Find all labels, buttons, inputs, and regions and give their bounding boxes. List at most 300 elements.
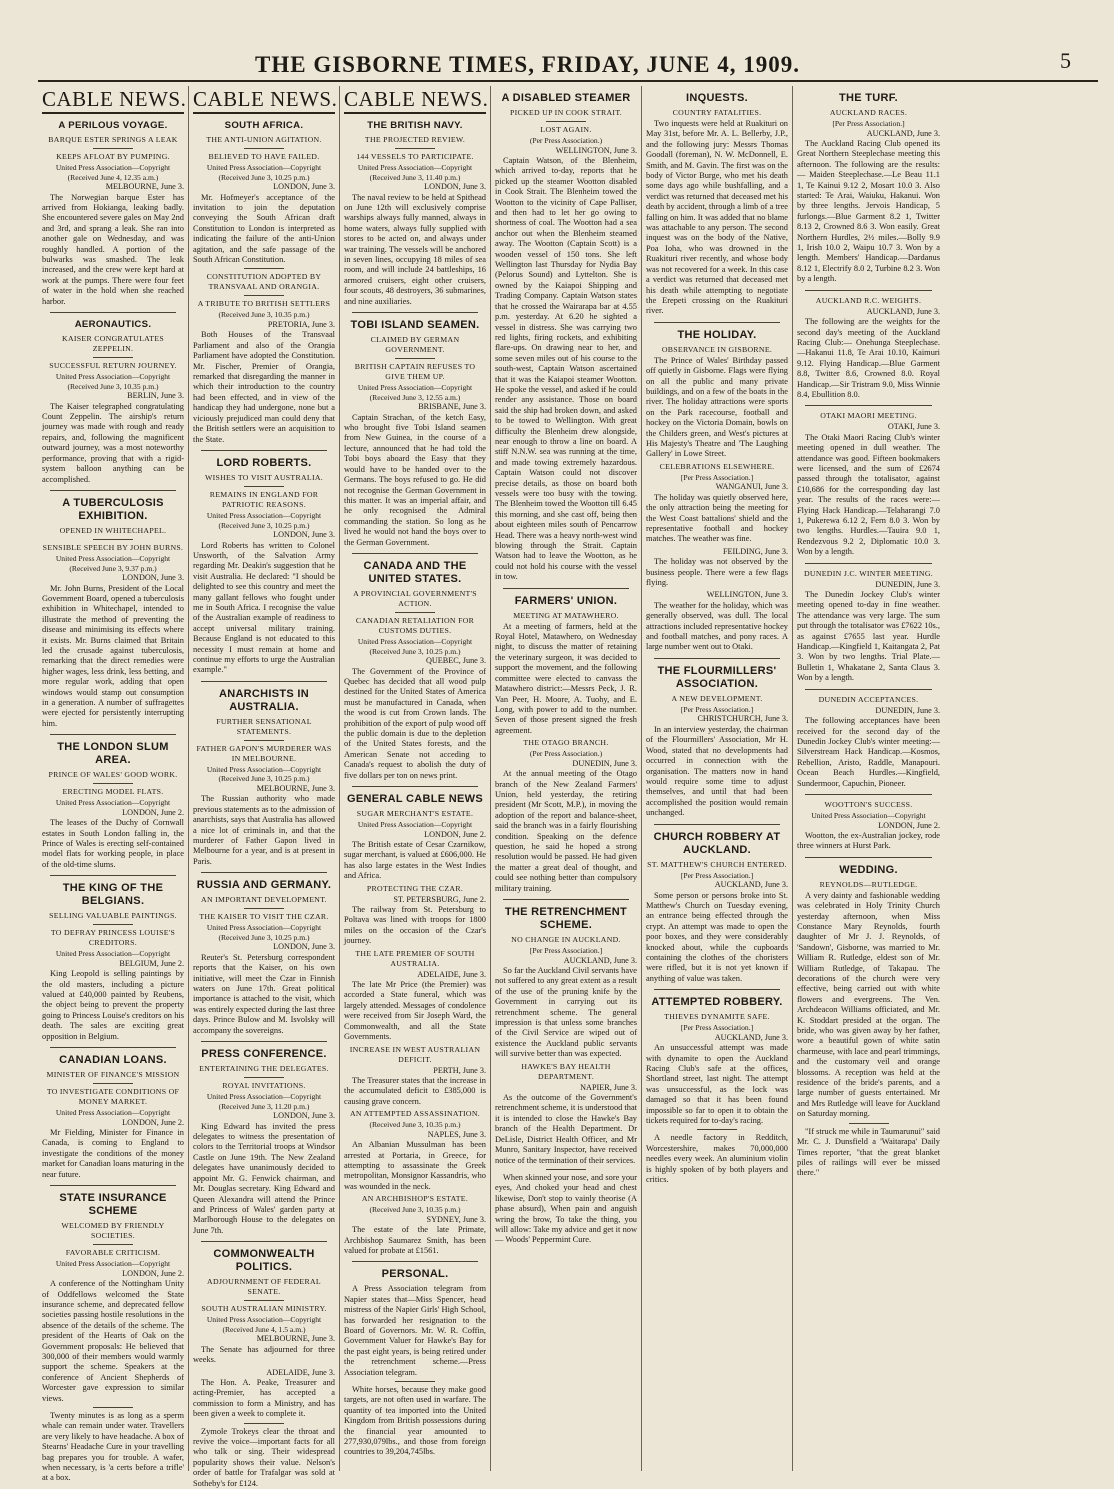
article-body: Both Houses of the Transvaal Parliament and also of the Orangia Parliament have adopted the Constitution. Mr. Fischer, Premier of Orangia, remarked that disregarding the manner in which their introduction to the country had been effected, and in view of the handicap they had undergone, none but a viciously prejudiced man could deny that the British settlers were an acquisition to the State. [193, 330, 335, 444]
headline: WEDDING. [839, 863, 898, 876]
divider [201, 872, 327, 873]
subheading: MEETING AT MATAWHERO. [513, 610, 619, 620]
subheading: REYNOLDS—RUTLEDGE. [819, 879, 918, 889]
subheading: ENTERTAINING THE DELEGATES. [199, 1064, 329, 1074]
article-retrenchment [495, 906, 637, 1246]
divider [546, 1169, 586, 1170]
credit-line: [Per Press Association.] [680, 870, 754, 880]
article-commonwealth-politics [193, 1248, 335, 1489]
article-body: The British estate of Cesar Czarnikow, sugar merchant, is valued at £606,000. He has also large estates in the West Indies and Africa. [344, 840, 486, 881]
divider [201, 681, 327, 682]
dateline: LONDON, June 3. [424, 182, 486, 192]
subheading: KEEPS AFLOAT BY PUMPING. [56, 152, 170, 161]
article-body: The Kaiser telegraphed congratulating Count Zeppelin. The airship's return journey was made with rough and ready repairs, and, following the magnificent outward journey, was a most noteworthy performance, proving that with a rigid-system balloon anything can be accomplished. [42, 401, 184, 484]
divider [50, 1185, 176, 1186]
subheading: A NEW DEVELOPMENT. [671, 693, 763, 703]
article-personal [344, 1268, 486, 1458]
divider [395, 148, 435, 149]
received-line: (Received June 4, 12.35 a.m.) [67, 172, 159, 182]
article-inquests [646, 92, 788, 317]
filler-paragraph: A needle factory in Redditch, Worcestershire, makes 70,000,000 needles every week. An aluminium violin is highly spoken of by both players and critics. [646, 1133, 788, 1185]
masthead-rule [38, 80, 1098, 82]
article-body: The leases of the Duchy of Cornwall estates in South London falling in, the Prince of Wales is erecting self-contained model flats for working people, in place of the old-time slums. [42, 818, 184, 869]
article-body: Mr. John Burns, President of the Local Government Board, opened a tuberculosis exhibition in Whitechapel, intended to illustrate the method of preventing the disease and minimising its effects where it exists. Mr. Burns claimed that Britain led the crusade against tuberculosis, remarking that the direct remedies were higher wages, less drink, less betting, and more regular work, adding that open windows would stamp out consumption in a generation. A number of suffragettes were ejected for persistently interrupting him. [42, 583, 184, 728]
dateline: BERLIN, June 3. [127, 391, 184, 401]
subheading: THIEVES DYNAMITE SAFE. [664, 1012, 770, 1022]
divider [805, 794, 932, 795]
headline: RUSSIA AND GERMANY. [196, 879, 332, 892]
page-columns [38, 86, 1098, 1488]
article-body: The Government of the Province of Quebec has decided that all wood pulp destined for the United States of America must be manufactured in Canada, when the wood is cut from Crown lands. The prohibition of the export of pulp wood off the public domain is due to the depletion of the United States forests, and the American Senate not acceding to Canada's request to abolish the duty of five dollars per ton on news print. [344, 666, 486, 780]
article-body: The Senate has adjourned for three weeks. [193, 1344, 335, 1365]
article-body: A very dainty and fashionable wedding was celebrated in Holy Trinity Church yesterday afternoon, when Miss Constance Mary Reynolds, fourth daughter of Mr J. J. Reynolds, of 'Sandown', Gisborne, was married to Mr. William R. Rutledge, eldest son of Mr. William Rutledge, of Takapau. The decorations of the church were very effective, being carried out with white flowers and evergreens. The Ven. Archdeacon Williams officiated, and Mr. K. Stoddart presided at the organ. The bride, who was given away by her father, wore a beautiful gown of white satin charmeuse, with lace and pearl trimmings, and the customary veil and orange blossoms. A reception was held at the residence of the bride's parents, and a large number of guests entertained. Mr and Mrs Rutledge will leave for Auckland on Saturday morning. [797, 890, 940, 1119]
article-body: At the annual meeting of the Otago branch of the New Zealand Farmers' Union, held yesterday, the retiring president (Mr Scott, M.P.), in moving the adoption of the report and balance-sheet, said the branch was in a fairly flourishing condition. Speaking on the defence question, he said he hoped a strong resolution would be passed. He had given the matter a great deal of thought, and could see nothing better than compulsory military training. [495, 769, 637, 893]
divider [352, 312, 478, 313]
divider [50, 312, 176, 313]
article-king-belgians [42, 882, 184, 1042]
article-body: In an interview yesterday, the chairman of the Flourmillers' Association, Mr H. Wood, stated that no developments had occurred in connection with the organisation. The matters now in hand would require some time to adjust themselves, and until that had been accomplished the position would remain unchanged. [646, 724, 788, 818]
credit-line: United Press Association—Copyright [55, 1259, 171, 1269]
credit-line: United Press Association—Copyright [206, 764, 322, 774]
dateline: NAPLES, June 3. [427, 1129, 486, 1139]
dateline: AUCKLAND, June 3. [866, 128, 940, 138]
credit-line: United Press Association—Copyright [55, 553, 171, 563]
article-body: The holiday was not observed by the business people. There were a few flags flying. [646, 557, 788, 588]
article-anarchists [193, 688, 335, 867]
article-body: The Auckland Racing Club opened its Great Northern Steeplechase meeting this afternoon. The following are the results:— Maiden Steeplechase.—Le Beau 11.1 1, Te Kainui 9.12 2, Mosart 10.0 3. Also started: Te Arai, Waiuku, Hakanui. Won by three lengths. Jervois Handicap, 5 furlongs.—Blue Garment 8.2 1, Twitter 8.13 2, Crowned 8.6 3. Won easily. Great Northern Hurdles, 2½ miles.—Bolly 9.9 1, Irish 10.0 2, Waipu 10.7 3. Won by a length. Members' Handicap.—Dardanus 8.12 1, Electrify 8.0 2, Turbine 8.2 3. Won by a length. [797, 139, 940, 284]
credit-line: [Per Press Association.] [680, 472, 754, 482]
column-2 [189, 86, 340, 1488]
subheading: AN ARCHBISHOP'S ESTATE. [361, 1194, 469, 1204]
article-south-africa [193, 120, 335, 265]
divider [50, 490, 176, 491]
headline: THE KING OF THE BELGIANS. [62, 882, 164, 908]
subheading: BRITISH CAPTAIN REFUSES TO GIVE THEM UP. [354, 362, 476, 382]
article-body: Mr. Hofmeyer's acceptance of the invitation to join the deputation conveying the South African draft Constitution to London is interpreted as indicating the failure of the anti-Union agitation, and the safe passage of the South African Constitution. [193, 192, 335, 265]
column-1 [38, 86, 189, 1483]
article-body: As the outcome of the Government's retrenchment scheme, it is understood that it is intended to close the Hawke's Bay branch of the Health Department. Dr DeLisle, District Health Officer, and Mr Munro, Sanitary Inspector, have received notice of the termination of their services. [495, 1093, 637, 1165]
received-line: (Received June 3, 10.25 p.m.) [218, 774, 310, 784]
dateline: PRETORIA, June 3. [267, 320, 335, 330]
headline: THE TURF. [839, 92, 898, 104]
subheading: AUCKLAND RACES. [829, 108, 908, 117]
divider [244, 486, 284, 487]
article-auckland-weights [797, 296, 940, 401]
article-body: The Prince of Wales' Birthday passed off quietly in Gisborne. Flags were flying on all the public and many private buildings, and on a few of the boats in the river. The holiday attractions were sports on the Park racecourse, football and hockey on the Victoria Domain, bowls on the Childers green, and West's pictures at His Majesty's Theatre and 'The Laughing Gallery' in Lowe Street. [646, 355, 788, 459]
headline: PERSONAL. [381, 1268, 449, 1281]
article-farmers-union [495, 595, 637, 894]
subheading: ST. MATTHEW'S CHURCH ENTERED. [647, 859, 787, 869]
divider [93, 539, 133, 540]
divider [352, 553, 478, 554]
divider [93, 357, 133, 358]
dateline: AUCKLAND, June 3. [714, 1032, 788, 1042]
divider [697, 1129, 737, 1130]
subheading: THE ANTI-UNION AGITATION. [206, 135, 322, 144]
article-body: The naval review to be held at Spithead on June 12th will exclusively comprise warships always fully manned, always in home waters, always fully supplied with stores to be acted on, and always under war training. The vessels will be anchored in seven lines, occupying 18 miles of sea room, and will include 24 battleships, 16 armored cruisers, eight other cruisers, four scouts, 48 destroyers, 36 submarines, and nine auxiliaries. [344, 192, 486, 306]
headline: THE LONDON SLUM AREA. [57, 741, 169, 767]
divider [654, 322, 780, 323]
dateline: WANGANUI, June 3. [715, 482, 788, 492]
dateline: SYDNEY, June 3. [426, 1214, 486, 1224]
divider [201, 1041, 327, 1042]
subheading: CONSTITUTION ADOPTED BY TRANSVAAL AND ORANGIA. [206, 272, 322, 292]
divider [50, 875, 176, 876]
subheading: OTAKI MAORI MEETING. [820, 411, 917, 421]
article-tuberculosis [42, 497, 184, 729]
article-constitution-adopted [193, 272, 335, 444]
received-line: (Received June 3, 10.25 p.m.) [218, 932, 310, 942]
dateline: LONDON, June 3. [273, 942, 335, 952]
subheading: WELCOMED BY FRIENDLY SOCIETIES. [61, 1221, 165, 1241]
article-body: King Leopold is selling paintings by the old masters, including a picture valued at £40,000 painted by Reubens, the object being to prevent the property going to Princess Louise's creditors on his death. The sales are exciting great opposition in Belgium. [42, 969, 184, 1041]
divider [805, 857, 932, 858]
headline: A DISABLED STEAMER [501, 92, 631, 104]
article-body: The following acceptances have been received for the second day of the Dunedin Jockey Club's winter meeting:— Silverstream Hack Handicap.—Kosmos, Rebellion, Aristo, Raddle, Manapouri. Ocean Beach Hurdles.—Kingfield, Sundermoor, Capuchin, Pioneer. [797, 716, 940, 788]
subheading: CANADIAN RETALIATION FOR CUSTOMS DUTIES. [355, 615, 475, 635]
article-holiday [646, 329, 788, 653]
subheading: ADJOURNMENT OF FEDERAL SENATE. [207, 1277, 321, 1297]
article-british-navy [344, 120, 486, 307]
dateline: QUEBEC, June 3. [425, 656, 486, 666]
subheading: DUNEDIN ACCEPTANCES. [818, 694, 919, 704]
divider [503, 588, 629, 589]
headline: CANADIAN LOANS. [59, 1054, 167, 1067]
article-state-insurance [42, 1192, 184, 1484]
subheading: INCREASE IN WEST AUSTRALIAN DEFICIT. [349, 1044, 481, 1064]
subheading: 144 VESSELS TO PARTICIPATE. [356, 152, 474, 161]
subheading: SELLING VALUABLE PAINTINGS. [49, 911, 177, 921]
dateline: DUNEDIN, June 3. [875, 579, 940, 589]
received-line: (Received June 4, 1.5 a.m.) [222, 1324, 306, 1334]
column-heading: CABLE NEWS. [42, 86, 184, 114]
headline: PRESS CONFERENCE. [201, 1048, 327, 1061]
divider [93, 783, 133, 784]
headline: ATTEMPTED ROBBERY. [651, 996, 783, 1009]
article-body: Mr Fielding, Minister for Finance in Canada, is coming to England to investigate the conditions of the money market for Canadian loans maturing in the near future. [42, 1128, 184, 1179]
article-body: A conference of the Nottingham Unity of Oddfellows welcomed the State insurance scheme, and deprecated fellow societies passing hostile resolutions in the absence of the details of the scheme. The president of the Hearts of Oak on the Government proposals: He believed that 300,000 of their members would warmly support the scheme. Speakers at the conference of Ancient Shepherds of Worcester gave expression to similar views. [42, 1279, 184, 1403]
received-line: (Received June 3, 11.20 p.m.) [218, 1101, 310, 1111]
divider [244, 1423, 284, 1424]
dateline: LONDON, June 3. [122, 573, 184, 583]
article-wedding [797, 864, 940, 1179]
credit-line: [Per Press Association.] [529, 946, 603, 955]
headline: THE FLOURMILLERS' ASSOCIATION. [657, 664, 777, 690]
divider [244, 268, 284, 269]
dateline: LONDON, June 2. [122, 1268, 184, 1278]
credit-line: United Press Association—Copyright [55, 372, 171, 382]
article-dunedin-winter [797, 569, 940, 684]
article-flourmillers [646, 665, 788, 819]
subheading: PRINCE OF WALES' GOOD WORK. [48, 770, 178, 780]
credit-line: United Press Association—Copyright [357, 636, 473, 646]
article-aeronautics [42, 319, 184, 485]
subheading: ERECTING MODEL FLATS. [62, 787, 164, 797]
credit-line: United Press Association—Copyright [55, 949, 171, 959]
divider [50, 734, 176, 735]
dateline: DUNEDIN, June 3. [572, 758, 637, 768]
article-body: Lord Roberts has written to Colonel Unsworth, of the Salvation Army regarding Mr. Deakin's suggestion that he visit Australia. He declared: "I should be delighted to see this country and meet the many gallant fellows who fought under me in South Africa. I recognise the value of the Australian example of readiness to accept universal military training. Because England is not educated to this necessity I must remain at home and continue my efforts to urge the Australian example." [193, 540, 335, 675]
article-body: Captain Strachan, of the ketch Easy, who brought five Tobi Island seamen from New Guinea, in the course of a lecture, announced that he had told the Tobi boys aboard the Easy that they would have to be handed over to the Germans. The boys refused to go. He did not recognise the German Government in this matter. It was an imperial affair, and he only recognised the Admiral commanding the station. So long as he lived he would not hand the boys over to the German Government. [344, 412, 486, 547]
article-body: The Russian authority who made previous statements as to the admission of anarchists, says that Australia has allowed a nice lot of criminals in, and that the murderer of Father Gapon lived in Melbourne for a year, and is at present in Paris. [193, 794, 335, 866]
subheading: FATHER GAPON'S MURDERER WAS IN MELBOURNE. [196, 743, 332, 763]
subheading: MINISTER OF FINANCE'S MISSION [46, 1070, 180, 1080]
headline: CANADA AND THE UNITED STATES. [363, 559, 467, 585]
credit-line: United Press Association—Copyright [357, 163, 473, 172]
article-body: The railway from St. Petersburg to Poltava was lined with troops for 1800 miles on the occasion of the Czar's journey. [344, 905, 486, 946]
subheading: ROYAL INVITATIONS. [222, 1081, 306, 1091]
page-number: 5 [1060, 48, 1071, 73]
subheading: A TRIBUTE TO BRITISH SETTLERS [197, 299, 331, 309]
newspaper-title: THE GISBORNE TIMES, FRIDAY, JUNE 4, 1909. [255, 52, 800, 77]
dateline: MELBOURNE, June 3. [105, 182, 184, 192]
divider [654, 824, 780, 825]
article-body: An Albanian Mussulman has been arrested at Portaria, in Greece, for attempting to assassinate the Greek metropolitan, Monsignor Kassandris, who was wounded in the neck. [344, 1140, 486, 1191]
dateline: LONDON, June 2. [424, 829, 486, 839]
article-the-turf [797, 92, 940, 285]
dateline: LONDON, June 2. [878, 820, 940, 830]
article-attempted-robbery [646, 996, 788, 1185]
divider [50, 1047, 176, 1048]
dateline: PERTH, June 3. [433, 1065, 486, 1075]
subheading: A PROVINCIAL GOVERNMENT'S ACTION. [353, 588, 477, 608]
divider [93, 924, 133, 925]
article-body: The weather for the holiday, which was generally observed, was dull. The local attractions included representative hockey and football matches, and pony races. A large number went out to Otaki. [646, 600, 788, 652]
dateline: BRISBANE, June 3. [418, 402, 486, 412]
subheading: WOOTTON'S SUCCESS. [824, 799, 913, 809]
article-body: Reuter's St. Petersburg correspondent reports that the Kaiser, on his own initiative, will meet the Czar in Finnish waters on June 17th. Great political importance is attached to the visit, which was entirely expected during the last three days. Prince Bulow and M. Isvolsky will accompany the sovereigns. [193, 952, 335, 1035]
divider [244, 295, 284, 296]
subheading: BELIEVED TO HAVE FAILED. [208, 152, 320, 161]
filler-paragraph: Twenty minutes is as long as a sperm whale can remain under water. Travellers are very likely to have headache. A box of Stearns' Headache Cure in your travelling bag prepares you for trouble. A wafer, when necessary, is 'a certs before a trifle' at a box. [42, 1410, 184, 1483]
headline: GENERAL CABLE NEWS [347, 793, 483, 805]
headline: THE BRITISH NAVY. [367, 120, 463, 131]
divider [805, 689, 932, 690]
subheading: CLAIMED BY GERMAN GOVERNMENT. [370, 335, 460, 355]
column-heading: CABLE NEWS. [344, 86, 486, 114]
dateline: AUCKLAND, June 3. [866, 306, 940, 316]
article-body: King Edward has invited the press delegates to witness the presentation of colors to the Territorial troops at Windsor Castle on June 19th. The New Zealand delegates have unanimously decided to appoint Mr. G. Fenwick chairman, and Mr. Douglas secretary. King Edward and Queen Alexandra will attend the Prince and Princess of Wales' garden party at Marlborough House to the delegates on June 7th. [193, 1121, 335, 1235]
dateline: NAPIER, June 3. [580, 1082, 637, 1092]
headline: ANARCHISTS IN AUSTRALIA. [218, 687, 310, 713]
dateline: WELLINGTON, June 3. [555, 145, 637, 155]
dateline: LONDON, June 2. [122, 807, 184, 817]
divider [654, 989, 780, 990]
divider [93, 148, 133, 149]
article-canadian-loans [42, 1054, 184, 1180]
headline: THE RETRENCHMENT SCHEME. [504, 906, 628, 931]
article-body: Two inquests were held at Ruakituri on May 31st, before Mr. A. L. Bellerby, J.P., and the following jury: Messrs Thomas Goodall (foreman), N. W. McDonnell, E. Smith, and M. Gavin. The first was on the body of Victor Burge, who met his death some days ago while bushfalling, and a verdict was returned that deceased met his death by accident, through a limb of a tree falling on him. It was added that no blame was attachable to any person. The second inquest was on the body of the Native, Poa Ioha, who was drowned in the Ruakituri river recently, and whose body was not recovered for a week. In this case a verdict was returned that deceased met his death while attempting to negotiate the Erepeti crossing on the Ruakituri river. [646, 119, 788, 316]
divider [244, 908, 284, 909]
received-line: (Received June 3, 10.25 p.m.) [369, 646, 461, 656]
article-tobi-island [344, 319, 486, 548]
article-body: The following are the weights for the second day's meeting of the Auckland Racing Club:— Onehunga Steeplechase.—Hakanui 11.8, Te Arai 10.10, Kaimuri 9.12. Flying Handicap.—Blue Garment 8.8, Twitter 8.6, Crowned 8.0. Royal Handicap.—Sir Tristram 9.0, Miss Winnie 8.4, Ebullition 8.0. [797, 317, 940, 399]
article-russia-germany [193, 879, 335, 1036]
filler-paragraph: "If struck me while in Taumarunui" said Mr. C. J. Dunsfield a 'Waitarapa' Daily Times reporter, "that the great blanket piles of railings will ever be missed there." [797, 1126, 940, 1178]
headline: THE HOLIDAY. [677, 328, 757, 341]
subheading: TO DEFRAY PRINCESS LOUISE'S CREDITORS. [50, 928, 176, 948]
divider [93, 1407, 133, 1408]
credit-line: [Per Press Association.] [832, 119, 905, 128]
received-line: (Received June 3, 11.40 p.m.) [369, 172, 461, 182]
credit-line: United Press Association—Copyright [55, 163, 171, 172]
subheading: WISHES TO VISIT AUSTRALIA. [204, 472, 324, 482]
credit-line: (Per Press Association.) [529, 136, 603, 145]
subheading: SUCCESSFUL RETURN JOURNEY. [49, 361, 177, 371]
subheading: NO CHANGE IN AUCKLAND. [511, 935, 621, 944]
article-body: Wootton, the ex-Australian jockey, rode three winners at Hurst Park. [797, 830, 940, 851]
column-4 [491, 86, 642, 1471]
subheading: SUGAR MERCHANT'S ESTATE. [356, 809, 474, 818]
filler-paragraph: White horses, because they make good targets, are not often used in warfare. The quantity of tea imported into the United Kingdom from British possessions during the financial year amounted to 277,930,079lbs., and those from foreign countries to 39,204,745lbs. [344, 1385, 486, 1457]
divider [503, 899, 629, 900]
received-line: (Received June 3, 9.37 p.m.) [69, 563, 157, 573]
credit-line: United Press Association—Copyright [206, 1092, 322, 1102]
subheading: BARQUE ESTER SPRINGS A LEAK [48, 135, 178, 144]
article-body: The Treasurer states that the increase in the accumulated deficit to £385,000 is causing grave concern. [344, 1075, 486, 1106]
divider [201, 450, 327, 451]
subheading: PROTECTING THE CZAR. [366, 883, 464, 893]
article-canada-us [344, 560, 486, 781]
dateline: WELLINGTON, June 3. [706, 590, 788, 600]
article-body: The Dunedin Jockey Club's winter meeting opened to-day in fine weather. The attendance was very large. The sum put through the totalisator was £7622 10s., as against £7655 last year. Hurdle Handicap.—Kingfield 1, Kaitangata 2, Pat 3. Won by two lengths. Trial Plate.—Bulletin 1, Whakatane 2, Santa Claus 3. Won by a length. [797, 590, 940, 683]
dateline: AUCKLAND, June 3. [714, 880, 788, 890]
credit-line: United Press Association—Copyright [206, 923, 322, 933]
subheading: AN ATTEMPTED ASSASSINATION. [349, 1109, 481, 1119]
subheading: KAISER CONGRATULATES ZEPPELIN. [62, 334, 164, 354]
article-body: The Hon. A. Peake, Treasurer and acting-Premier, has accepted a commission to form a Ministry, and has been given a week to complete it. [193, 1377, 335, 1419]
article-church-robbery [646, 831, 788, 985]
divider [654, 658, 780, 659]
credit-line: [Per Press Association.] [680, 704, 754, 714]
article-otaki-maori [797, 411, 940, 557]
received-line: (Received June 3, 12.55 a.m.) [369, 392, 461, 402]
subheading: SENSIBLE SPEECH BY JOHN BURNS. [42, 542, 184, 552]
article-body: So far the Auckland Civil servants have not suffered to any great extent as a result of the use of the pruning knife by the Government in carrying out its retrenchment scheme. The general impression is that unless some branches of the Civil Service are wiped out of existence the Auckland public servants will survive better than was expected. [495, 966, 637, 1059]
subheading: SOUTH AUSTRALIAN MINISTRY. [201, 1304, 327, 1314]
subheading: FURTHER SENSATIONAL STATEMENTS. [216, 716, 312, 736]
article-press-conference [193, 1048, 335, 1236]
headline: CHURCH ROBBERY AT AUCKLAND. [653, 830, 781, 856]
received-line: (Received June 3, 10.35 p.m.) [369, 1205, 461, 1215]
divider [805, 563, 932, 564]
received-line: (Received June 3, 10.35 p.m.) [67, 381, 159, 391]
divider [244, 1077, 284, 1078]
subheading: FAVORABLE CRITICISM. [65, 1248, 161, 1258]
credit-line: United Press Association—Copyright [357, 383, 473, 393]
subheading: REMAINS IN ENGLAND FOR PATRIOTIC REASONS. [209, 489, 319, 509]
article-body: A Press Association telegram from Napier states that—Miss Spencer, head mistress of the Napier Girls' High School, has forwarded her resignation to the Board of Governors. Mr. W. R. Coffin, Government Valuer for Hawke's Bay for the past eight years, is being retired under the retrenchment scheme.—Press Association telegram. [344, 1284, 486, 1377]
article-body: An unsuccessful attempt was made with dynamite to open the Auckland Racing Club's safe at the offices, Shortland street, last night. The attempt was unsuccessful, as the lock was damaged so that it has been found impossible so far to open it to obtain the tickets required for to-day's racing. [646, 1043, 788, 1126]
received-line: (Received June 3, 10.25 p.m.) [218, 172, 310, 182]
dateline: MELBOURNE, June 3. [256, 783, 335, 793]
dateline: LONDON, June 3. [273, 530, 335, 540]
subheading: CELEBRATIONS ELSEWHERE. [659, 461, 775, 471]
subheading: THE LATE PREMIER OF SOUTH AUSTRALIA. [355, 948, 475, 968]
article-perilous-voyage [42, 120, 184, 307]
article-london-slum [42, 741, 184, 870]
dateline: AUCKLAND, June 3. [563, 955, 637, 965]
article-body: The Otaki Maori Racing Club's winter meeting opened in dull weather. The attendance was good. Fifteen bookmakers were licensed, and the sum of £2674 passed through the totalisator, against £10,686 for the corresponding day last year. The results of the races were:— Flying Hack Handicap.—Telaharangi 7.0 1, Pukerewa 6.12 2, Fern 8.0 3. Won by two lengths. Hurdles.—Tauira 9.0 1, Rendezvous 9.2 2, Diplomatic 10.0 3. Won by a length. [797, 432, 940, 557]
divider [93, 1083, 133, 1084]
received-line: (Received June 3, 10.35 p.m.) [218, 310, 310, 320]
headline: INQUESTS. [686, 92, 748, 104]
credit-line: United Press Association—Copyright [206, 1315, 322, 1325]
article-body: Captain Watson, of the Blenheim, which arrived to-day, reports that he picked up the steamer Wootton disabled in Cook Strait. The Blenheim towed the Wootton to the vicinity of Cape Palliser, and then had to let her go owing to shortness of coal. The Wootton had a sea anchor out when the Blenheim steamed away. The Wootton (Captain Scott) is a wooden vessel of 150 tons. She left Wellington last Thursday for Nydia Bay (Pelorus Sound) and Lyttelton. She is owned by the Kaiapoi Shipping and Trading Company. Captain Watson states that he crossed the Wairarapa bar at 4.55 p.m. yesterday. At 6.20 he sighted a vessel in distress. She was carrying two red lights, firing rockets, and exhibiting flare-ups. On drawing near to her, and some seven miles out of his course to the south-west, Captain Watson ascertained that it was the Kaiapoi steamer Wootton. He spoke the vessel, and asked if he could render any assistance. Those on board said the ship had broken down, and asked to be towed to Wellington. With great difficulty the Blenheim drew alongside, near enough to throw a line on board. A stiff N.N.W. sea was running at the time, and made towing extremely hazardous. Captain Watson could not discover precise details, as those on board both vessels were too busy with the towing. The Blenheim towed the Wootton till 6.45 this morning, and she cast off, being then about eighteen miles south of Pencarrow Head. There was a heavy north-west wind blowing through the Strait. Captain Watson had to leave the Wootton, as he could not hold his course with the vessel in tow. [495, 156, 637, 582]
article-lord-roberts [193, 457, 335, 676]
article-disabled-steamer [495, 92, 637, 583]
article-body: The estate of the late Primate, Archbishop Saumarez Smith, has been valued for probate at £1561. [344, 1225, 486, 1255]
subheading: OBSERVANCE IN GISBORNE. [661, 344, 773, 354]
dateline: MELBOURNE, June 3. [256, 1334, 335, 1344]
subheading: THE KAISER TO VISIT THE CZAR. [199, 912, 329, 922]
divider [395, 612, 435, 613]
subheading: AUCKLAND R.C. WEIGHTS. [815, 295, 922, 305]
article-body: The Norwegian barque Ester has arrived from Hokianga, leaking badly. She encountered severe gales on May 2nd and 3rd, and sprang a leak. She ran into another gale on Wednesday, and was roughly handled. A portion of the bulwarks was smashed. The leak increased, and the crew were kept hard at work at the pumps. There were four feet of water in the hold when she reached harbor. [42, 192, 184, 306]
subheading: HAWKE'S BAY HEALTH DEPARTMENT. [521, 1061, 611, 1081]
article-body: At a meeting of farmers, held at the Royal Hotel, Matawhero, on Wednesday night, to discuss the matter of retaining the veterinary surgeon, it was decided to support the movement, and the following committee were elected to canvass the Matawhero district:—Messrs Peck, J. R. Van Peer, H. Moore, A. Tuohy, and E. Long, with power to add to the number. Seven of those present signed the fresh agreement. [495, 621, 637, 735]
column-3 [340, 86, 491, 1471]
dateline: FEILDING, June 3. [722, 546, 788, 556]
dateline: ST. PETERSBURG, June 2. [393, 894, 486, 904]
received-line: (Received June 3, 10.25 p.m.) [218, 520, 310, 530]
article-general-cable [344, 793, 486, 1256]
column-6 [793, 86, 944, 1471]
article-body: The late Mr Price (the Premier) was accorded a State funeral, which was largely attended. Messages of condolence were received from Sir Joseph Ward, the Commonwealth, and all the State Governments. [344, 980, 486, 1042]
dateline: DUNEDIN, June 3. [875, 705, 940, 715]
article-body: Some person or persons broke into St. Matthew's Church on Tuesday evening, an entrance being effected through the crypt. An attempt was made to open the poor boxes, and they were considerably knocked about, while the cupboards containing the clothes of the choristers were rifled, but it is not yet known if anything of value was taken. [646, 890, 788, 983]
article-dunedin-acceptances [797, 695, 940, 789]
column-5 [642, 86, 793, 1471]
subheading: LOST AGAIN. [540, 125, 592, 134]
divider [201, 1241, 327, 1242]
divider [244, 740, 284, 741]
subheading: OPENED IN WHITECHAPEL. [59, 525, 167, 535]
divider [395, 358, 435, 359]
subheading: COUNTRY FATALITIES. [672, 108, 762, 117]
headline: A PERILOUS VOYAGE. [58, 120, 168, 131]
dateline: BELGIUM, June 2. [119, 958, 184, 968]
headline: LORD ROBERTS. [216, 456, 312, 469]
masthead [0, 0, 1114, 84]
divider [352, 786, 478, 787]
filler-paragraph: When skinned your nose, and sore your eyes, And choked your head and chest likewise, Don't stop to vainly theorise (A phase absurd), When pain and anguish wring the brow, To take the thing, you will allow: Take my advice and get it now— Woods' Peppermint Cure. [495, 1172, 637, 1245]
subheading: THE PROJECTED REVIEW. [364, 135, 466, 144]
credit-line: (Per Press Association.) [529, 749, 603, 759]
received-line: (Received June 3, 10.35 p.m.) [369, 1120, 461, 1130]
divider [93, 1244, 133, 1245]
filler-paragraph: Zymole Trokeys clear the throat and revive the voice—important facts for all who talk or sing. Their widespread popularity shows their value. Nelson's order of battle for Trafalgar was sold at Sotheby's for £124. [193, 1426, 335, 1488]
credit-line: United Press Association—Copyright [55, 798, 171, 808]
credit-line: United Press Association—Copyright [55, 1108, 171, 1118]
article-woottons-success [797, 800, 940, 852]
divider [805, 405, 932, 406]
dateline: CHRISTCHURCH, June 3. [697, 714, 788, 724]
divider [805, 290, 932, 291]
headline: FARMERS' UNION. [514, 594, 618, 607]
headline: COMMONWEALTH POLITICS. [213, 1248, 315, 1274]
headline: AERONAUTICS. [74, 319, 152, 331]
credit-line: United Press Association—Copyright [206, 510, 322, 520]
subheading: DUNEDIN J.C. WINTER MEETING. [803, 568, 934, 578]
headline: TOBI ISLAND SEAMEN. [350, 319, 480, 332]
credit-line: [Per Press Association.] [680, 1023, 754, 1033]
dateline: ADELAIDE, June 3. [266, 1367, 335, 1377]
divider [352, 1261, 478, 1262]
divider [849, 1123, 889, 1124]
divider [546, 121, 586, 122]
divider [395, 1381, 435, 1382]
